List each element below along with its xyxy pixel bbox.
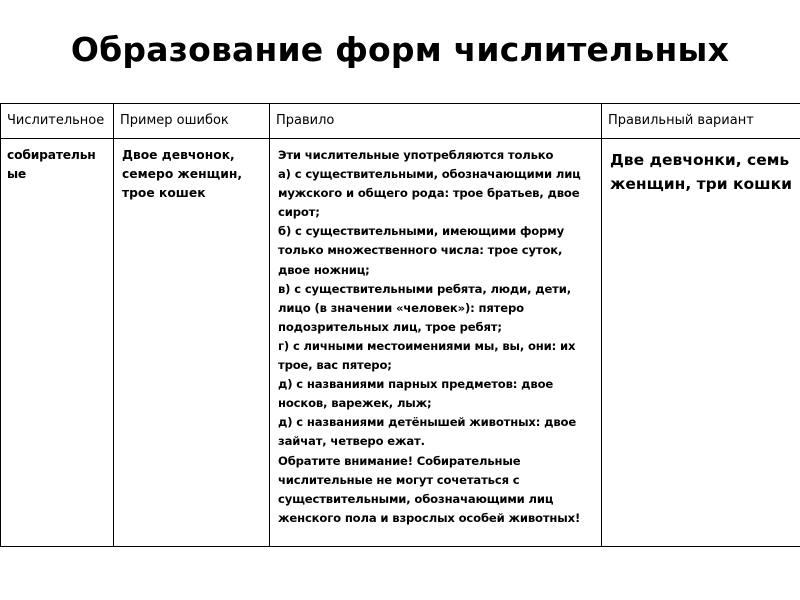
numerals-table — [0, 103, 800, 547]
cell-correct-variant — [602, 139, 800, 547]
header-correct-variant: Правильный вариант — [602, 104, 800, 139]
cell-rule — [270, 139, 602, 547]
correct-variant-text: Две девчонки, семь женщин, три кошки — [610, 151, 792, 193]
table-header-row — [1, 104, 800, 139]
error-examples-text: Двое девчонок, семеро женщин, трое кошек — [122, 148, 243, 201]
header-error-examples: Пример ошибок — [114, 104, 270, 139]
rule-item-d1: д) с названиями парных предметов: двое носков, варежек, лыж; — [278, 377, 554, 411]
numeral-text: собирательные — [7, 148, 96, 182]
rule-item-b: б) с существительными, имеющими форму только множественного числа: трое суток, двое ножниц; — [278, 224, 565, 277]
table-row — [1, 139, 800, 547]
header-rule: Правило — [270, 104, 602, 139]
header-numeral: Числительное — [1, 104, 114, 139]
slide-title: Образование форм числительных — [70, 30, 730, 69]
rule-note: Обратите внимание! Собирательные числительные не могут сочетаться с существительными, обозначающими лиц женского пола и взрослых особей животных! — [278, 453, 581, 525]
cell-error-examples — [114, 139, 270, 547]
rule-item-v: в) с существительными ребята, люди, дети, лицо (в значении «человек»): пятеро подозрительных лиц, трое ребят; — [278, 281, 571, 334]
rule-item-d2: д) с названиями детёнышей животных: двое зайчат, четверо ежат. — [278, 415, 577, 449]
rule-intro: Эти числительные употребляются только — [278, 148, 554, 162]
rule-item-a: а) с существительными, обозначающими лиц мужского и общего рода: трое братьев, двое сирот; — [278, 167, 581, 220]
cell-numeral — [1, 139, 114, 547]
rule-item-g: г) с личными местоимениями мы, вы, они: их трое, вас пятеро; — [278, 338, 576, 373]
